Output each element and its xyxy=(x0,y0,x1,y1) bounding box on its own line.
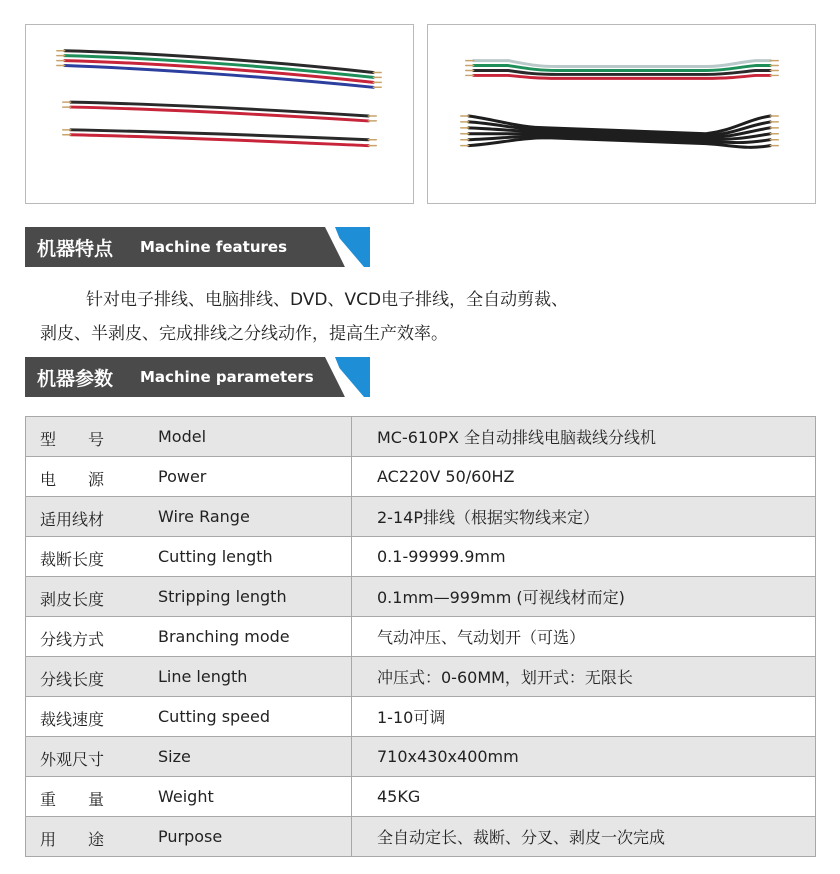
param-label-en: Power xyxy=(158,467,207,486)
parameters-table xyxy=(25,416,816,857)
table-row xyxy=(26,417,816,457)
param-value: AC220V 50/60HZ xyxy=(352,457,816,497)
table-row xyxy=(26,697,816,737)
param-value: 2-14P排线（根据实物线来定） xyxy=(352,497,816,537)
param-label-en: Model xyxy=(158,427,207,446)
param-label-en: Weight xyxy=(158,787,214,806)
param-label-cn: 裁线速度 xyxy=(40,710,105,729)
param-value: 1-10可调 xyxy=(352,697,816,737)
param-label-cn: 适用线材 xyxy=(40,510,105,529)
param-value: 0.1mm—999mm (可视线材而定) xyxy=(352,577,816,617)
param-value: 0.1-99999.9mm xyxy=(352,537,816,577)
param-label-cn: 型 号 xyxy=(40,430,105,449)
flat-ribbon-wires-icon xyxy=(26,25,413,203)
features-title-en: Machine features xyxy=(140,238,288,256)
param-label-en: Line length xyxy=(158,667,248,686)
parameters-title-cn: 机器参数 xyxy=(37,368,114,390)
param-value: MC-610PX 全自动排线电脑裁线分线机 xyxy=(352,417,816,457)
param-label-cn: 剥皮长度 xyxy=(40,590,105,609)
parameters-title-en: Machine parameters xyxy=(140,368,314,386)
param-label-en: Branching mode xyxy=(158,627,290,646)
param-value: 45KG xyxy=(352,777,816,817)
parameters-header xyxy=(25,357,347,397)
param-value: 全自动定长、裁断、分叉、剥皮一次完成 xyxy=(352,817,816,857)
param-label-en: Wire Range xyxy=(158,507,250,526)
features-description-line2: 剥皮、半剥皮、完成排线之分线动作，提高生产效率。 xyxy=(40,324,448,344)
param-label-cn: 裁断长度 xyxy=(40,550,105,569)
features-title-cn: 机器特点 xyxy=(37,238,114,260)
table-row xyxy=(26,497,816,537)
product-photo-right xyxy=(427,24,816,204)
table-row xyxy=(26,657,816,697)
param-value: 冲压式：0-60MM，划开式：无限长 xyxy=(352,657,816,697)
features-description xyxy=(40,283,800,351)
param-label-cn: 分线长度 xyxy=(40,670,105,689)
table-row xyxy=(26,617,816,657)
param-label-cn: 电 源 xyxy=(40,470,105,489)
split-ribbon-wires-icon xyxy=(428,25,815,203)
table-row xyxy=(26,537,816,577)
param-label-cn: 重 量 xyxy=(40,790,105,809)
features-header xyxy=(25,227,347,267)
param-label-en: Stripping length xyxy=(158,587,287,606)
param-value: 710x430x400mm xyxy=(352,737,816,777)
table-row xyxy=(26,737,816,777)
param-label-cn: 外观尺寸 xyxy=(40,750,105,769)
param-label-en: Size xyxy=(158,747,191,766)
param-label-en: Cutting length xyxy=(158,547,273,566)
table-row xyxy=(26,777,816,817)
product-photo-left xyxy=(25,24,414,204)
param-label-en: Cutting speed xyxy=(158,707,271,726)
features-description-line1: 针对电子排线、电脑排线、DVD、VCD电子排线，全自动剪裁、 xyxy=(86,290,569,310)
param-label-en: Purpose xyxy=(158,827,223,846)
param-label-cn: 用 途 xyxy=(40,830,105,849)
table-row xyxy=(26,817,816,857)
table-row xyxy=(26,577,816,617)
param-value: 气动冲压、气动划开（可选） xyxy=(352,617,816,657)
param-label-cn: 分线方式 xyxy=(40,630,105,649)
table-row xyxy=(26,457,816,497)
